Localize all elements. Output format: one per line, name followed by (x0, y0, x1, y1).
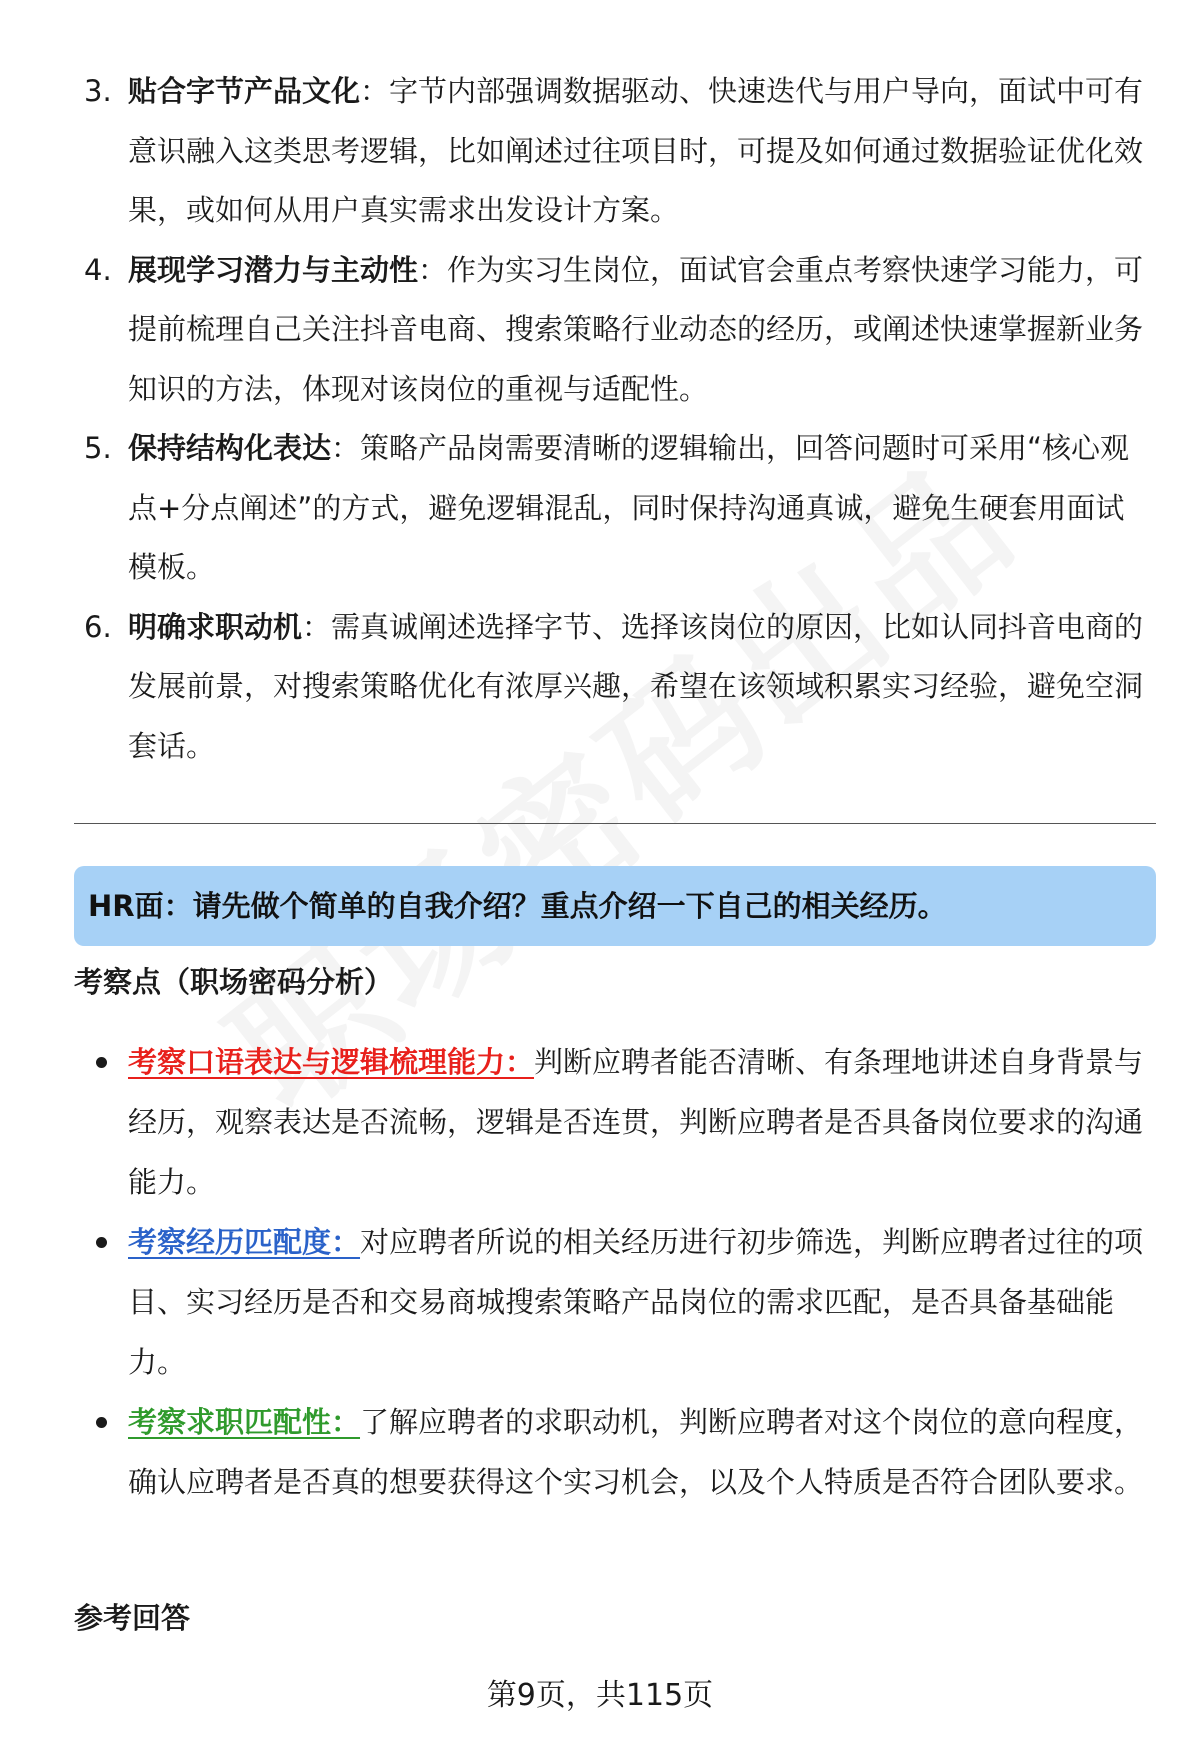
tip-body: 字节内部强调数据驱动、快速迭代与用户导向，面试中可有意识融入这类思考逻辑，比如阐述过往项目时，可提及如何通过数据验证优化效果，或如何从用户真实需求出发设计方案。 (128, 74, 1144, 227)
tip-item (74, 62, 1144, 241)
question-text: HR面：请先做个简单的自我介绍？重点介绍一下自己的相关经历。 (88, 889, 947, 923)
tip-number: 3. (84, 74, 112, 108)
tips-list (74, 62, 1144, 776)
exam-point-body: 了解应聘者的求职动机，判断应聘者对这个岗位的意向程度，确认应聘者是否真的想要获得这个实习机会，以及个人特质是否符合团队要求。 (128, 1405, 1144, 1499)
tip-number: 5. (84, 431, 112, 465)
exam-points-list (74, 1032, 1144, 1512)
tip-item (74, 241, 1144, 420)
tip-item (74, 598, 1144, 777)
exam-point-item (74, 1212, 1144, 1392)
tip-separator: ： (360, 74, 390, 108)
exam-point-label: 考察口语表达与逻辑梳理能力： (128, 1045, 535, 1079)
reference-answer-heading: 参考回答 (74, 1601, 191, 1635)
bullet-icon (96, 1057, 107, 1068)
question-banner (74, 866, 1156, 946)
tip-body: 策略产品岗需要清晰的逻辑输出，回答问题时可采用“核心观点+分点阐述”的方式，避免逻辑混乱，同时保持沟通真诚，避免生硬套用面试模板。 (128, 431, 1130, 584)
exam-point-label: 考察经历匹配度： (128, 1225, 361, 1259)
tip-number: 4. (84, 252, 112, 287)
tip-body: 需真诚阐述选择字节、选择该岗位的原因，比如认同抖音电商的发展前景，对搜索策略优化有浓厚兴趣，希望在该领域积累实习经验，避免空洞套话。 (128, 609, 1144, 763)
exam-point-body: 判断应聘者能否清晰、有条理地讲述自身背景与经历，观察表达是否流畅，逻辑是否连贯，判断应聘者是否具备岗位要求的沟通能力。 (128, 1045, 1144, 1199)
tip-title: 明确求职动机 (128, 609, 303, 644)
tip-body: 作为实习生岗位，面试官会重点考察快速学习能力，可提前梳理自己关注抖音电商、搜索策略行业动态的经历，或阐述快速掌握新业务知识的方法，体现对该岗位的重视与适配性。 (128, 252, 1144, 406)
exam-point-item (74, 1392, 1144, 1512)
tip-separator: ： (418, 252, 448, 287)
section-divider (74, 823, 1156, 824)
tip-title: 保持结构化表达 (128, 431, 332, 465)
tip-title: 展现学习潜力与主动性 (128, 252, 419, 287)
bullet-icon (96, 1237, 107, 1248)
tip-separator: ： (302, 609, 332, 644)
exam-point-body: 对应聘者所说的相关经历进行初步筛选，判断应聘者过往的项目、实习经历是否和交易商城搜索策略产品岗位的需求匹配，是否具备基础能力。 (128, 1225, 1144, 1379)
tip-item (74, 419, 1144, 598)
exam-point-label: 考察求职匹配性： (128, 1405, 361, 1439)
exam-points-heading: 考察点（职场密码分析） (74, 965, 394, 999)
tip-title: 贴合字节产品文化 (128, 74, 361, 108)
tip-number: 6. (84, 609, 112, 644)
tip-separator: ： (331, 431, 361, 465)
exam-point-item (74, 1032, 1144, 1212)
bullet-icon (96, 1417, 107, 1428)
page-footer: 第9页，共115页 (486, 1678, 714, 1713)
